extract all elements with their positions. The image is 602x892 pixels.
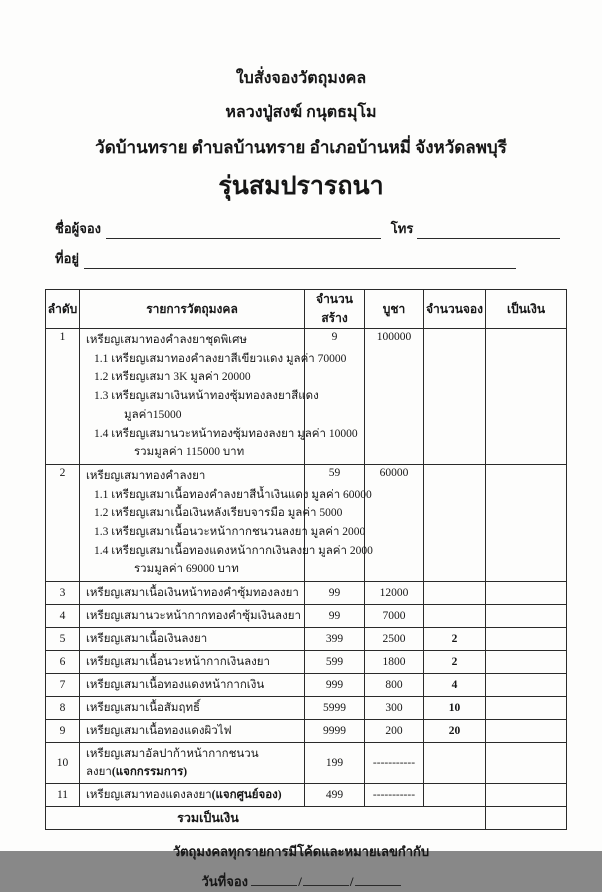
reserved-qty: 20 (424, 720, 486, 743)
amount-cell (486, 784, 567, 807)
item-cell (80, 784, 305, 807)
table-row (46, 582, 567, 605)
made-qty: 99 (305, 582, 365, 605)
amount-cell (486, 743, 567, 784)
reserved-qty (424, 605, 486, 628)
document-footer (0, 841, 602, 892)
item-line: มูลค่า15000 (124, 408, 182, 421)
price: ----------- (365, 743, 424, 784)
item-cell (80, 582, 305, 605)
item-line: รวมมูลค่า 69000 บาท (134, 563, 239, 576)
price: 200 (365, 720, 424, 743)
address-label: ที่อยู่ (55, 251, 79, 266)
reserved-qty (424, 743, 486, 784)
reserved-qty: 2 (424, 651, 486, 674)
item-line: รวมมูลค่า 115000 บาท (134, 446, 245, 459)
reserved-qty (424, 329, 486, 465)
item-line: 1.4 เหรียญเสมาเนื้อทองแดงหน้ากากเงินลงยา มูลค่า 2000 (94, 544, 373, 557)
made-qty: 9 (305, 329, 365, 465)
item-line: 1.3 เหรียญเสมาเนื้อนวะหน้ากากชนวนลงยา มูลค่า 2000 (94, 526, 366, 539)
name-label: ชื่อผู้จอง (55, 221, 102, 236)
item-line: 1.3 เหรียญเสมาเงินหน้าทองซุ้มทองลงยาสีแดง (94, 390, 319, 403)
col-header-item: รายการวัตถุมงคล (80, 290, 305, 329)
item-label-bold: (แจกกรรมการ) (111, 766, 188, 779)
address-input-line[interactable] (84, 255, 516, 269)
table-row (46, 674, 567, 697)
doc-title: ใบสั่งจองวัตถุมงคล (235, 70, 367, 87)
col-header-reserved: จำนวนจอง (424, 290, 486, 329)
price: 300 (365, 697, 424, 720)
amount-cell (486, 582, 567, 605)
made-qty: 399 (305, 628, 365, 651)
item-line: เหรียญเสมาทองคำลงยา (86, 469, 206, 482)
item-label: เหรียญเสมาเนื้อทองแดงผิวไฟ (86, 725, 232, 738)
item-line: 1.4 เหรียญเสมานวะหน้าทองซุ้มทองลงยา มูลค่า 10000 (94, 427, 358, 440)
total-label: รวมเป็นเงิน (46, 807, 486, 830)
table-row (46, 720, 567, 743)
item-label: เหรียญเสมาทองแดงลงยา (86, 789, 212, 802)
item-label: เหรียญเสมาเนื้อทองแดงหน้ากากเงิน (86, 679, 265, 692)
item-cell (80, 605, 305, 628)
date-month-line[interactable] (303, 874, 349, 886)
price: ----------- (365, 784, 424, 807)
amount-cell (486, 697, 567, 720)
table-row (46, 628, 567, 651)
amount-cell (486, 720, 567, 743)
made-qty: 999 (305, 674, 365, 697)
item-label: เหรียญเสมาเนื้อเงินหน้าทองคำซุ้มทองลงยา (86, 587, 299, 600)
price: 12000 (365, 582, 424, 605)
item-line: 1.1 เหรียญเสมาทองคำลงยาสีเขียวแดง มูลค่า 70000 (94, 352, 347, 365)
made-qty: 59 (305, 464, 365, 581)
footer-note: วัตถุมงคลทุกรายการมีโค้ดและหมายเลขกำกับ (172, 844, 430, 860)
table-row (46, 784, 567, 807)
item-label: เหรียญเสมาเนื้อนวะหน้ากากเงินลงยา (86, 656, 270, 669)
price: 7000 (365, 605, 424, 628)
price: 800 (365, 674, 424, 697)
edition-name: รุ่นสมปรารถนา (218, 173, 384, 200)
item-cell (80, 651, 305, 674)
table-row (46, 605, 567, 628)
amount-cell (486, 628, 567, 651)
date-day-line[interactable] (251, 874, 297, 886)
row-no: 8 (46, 697, 80, 720)
document-header (0, 0, 602, 206)
row-no: 9 (46, 720, 80, 743)
total-row (46, 807, 567, 830)
item-cell (80, 743, 305, 784)
name-input-line[interactable] (106, 225, 381, 239)
table-row (46, 651, 567, 674)
price: 100000 (365, 329, 424, 465)
row-no: 1 (46, 329, 80, 465)
address-row (55, 248, 560, 269)
price: 1800 (365, 651, 424, 674)
date-year-line[interactable] (355, 874, 401, 886)
price: 2500 (365, 628, 424, 651)
row-no: 11 (46, 784, 80, 807)
item-line: เหรียญเสมาทองคำลงยาชุดพิเศษ (86, 334, 247, 346)
item-label: เหรียญเสมานวะหน้ากากทองคำซุ้มเงินลงยา (86, 610, 301, 623)
item-line: 1.2 เหรียญเสมาเนื้อเงินหลังเรียบจารมือ มูลค่า 5000 (94, 507, 343, 520)
row-no: 7 (46, 674, 80, 697)
reserved-qty (424, 582, 486, 605)
phone-input-line[interactable] (417, 225, 560, 239)
table-row (46, 464, 567, 581)
customer-form (55, 218, 560, 269)
col-header-no: ลำดับ (46, 290, 80, 329)
price: 60000 (365, 464, 424, 581)
row-no: 4 (46, 605, 80, 628)
amount-cell (486, 329, 567, 465)
item-label: เหรียญเสมาอัลปาก้าหน้ากากชนวนลงยา (86, 748, 259, 779)
item-label: เหรียญเสมาเนื้อสัมฤทธิ์ (86, 702, 201, 715)
row-no: 10 (46, 743, 80, 784)
reserved-qty: 10 (424, 697, 486, 720)
reserved-qty (424, 784, 486, 807)
reserved-qty: 2 (424, 628, 486, 651)
made-qty: 9999 (305, 720, 365, 743)
amount-cell (486, 464, 567, 581)
item-cell (80, 329, 358, 465)
phone-label: โทร (390, 221, 414, 236)
col-header-made: จำนวนสร้าง (305, 290, 365, 329)
made-qty: 5999 (305, 697, 365, 720)
order-table (45, 289, 567, 830)
made-qty: 99 (305, 605, 365, 628)
row-no: 2 (46, 464, 80, 581)
amount-cell (486, 674, 567, 697)
date-label: วันที่จอง (201, 874, 249, 890)
item-cell (80, 697, 305, 720)
item-cell (80, 720, 305, 743)
table-row (46, 697, 567, 720)
amount-cell (486, 651, 567, 674)
item-label: เหรียญเสมาเนื้อเงินลงยา (86, 633, 208, 646)
total-amount-cell (486, 807, 567, 830)
temple-address: วัดบ้านทราย ตำบลบ้านทราย อำเภอบ้านหมี่ จังหวัดลพบุรี (95, 138, 507, 157)
amount-cell (486, 605, 567, 628)
item-line: 1.2 เหรียญเสมา 3K มูลค่า 20000 (94, 371, 251, 384)
date-slash: / (349, 874, 354, 890)
name-phone-row (55, 218, 560, 239)
table-row (46, 329, 567, 465)
reserved-qty (424, 464, 486, 581)
reserved-qty: 4 (424, 674, 486, 697)
item-cell (80, 628, 305, 651)
col-header-amount: เป็นเงิน (486, 290, 567, 329)
table-row (46, 743, 567, 784)
monk-name: หลวงปู่สงฆ์ กนุตธมุโม (225, 104, 377, 121)
item-line: 1.1 เหรียญเสมาเนื้อทองคำลงยาสีน้ำเงินแดง มูลค่า 60000 (94, 488, 372, 501)
made-qty: 199 (305, 743, 365, 784)
header-row (46, 290, 567, 329)
item-label-bold: (แจกศูนย์จอง) (211, 789, 282, 802)
date-slash: / (298, 874, 302, 890)
item-cell (80, 674, 305, 697)
col-header-price: บูชา (365, 290, 424, 329)
made-qty: 499 (305, 784, 365, 807)
made-qty: 599 (305, 651, 365, 674)
row-no: 6 (46, 651, 80, 674)
row-no: 5 (46, 628, 80, 651)
row-no: 3 (46, 582, 80, 605)
booking-date-row (0, 871, 602, 892)
